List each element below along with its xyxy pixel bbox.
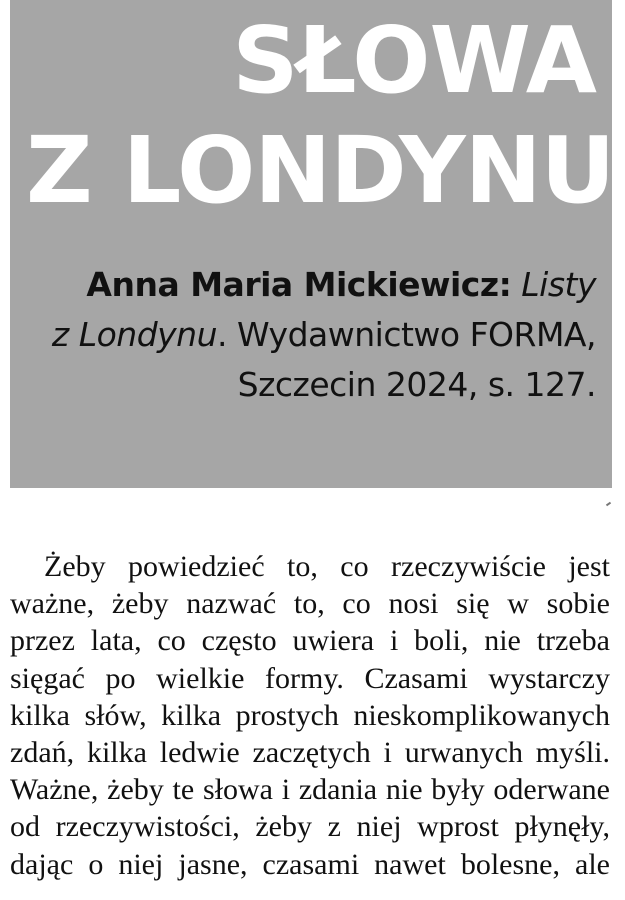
article-title-line-2: Z LONDYNU [26, 117, 615, 224]
citation-publisher: . Wydawnictwo FORMA, [217, 315, 596, 354]
book-citation [26, 260, 596, 410]
body-line: ważne, żeby nazwać to, co nosi się w sobie [10, 587, 610, 621]
body-line: od rzeczywistości, żeby z niej wprost płynęły, [10, 810, 610, 844]
citation-author: Anna Maria Mickiewicz: [86, 265, 512, 304]
citation-line-1 [26, 260, 596, 310]
body-line: Ważne, żeby te słowa i zdania nie były oderwane [10, 773, 610, 807]
body-line: dając o niej jasne, czasami nawet bolesne, ale [10, 847, 610, 881]
body-line: Żeby powiedzieć to, co rzeczywiście jest [44, 550, 610, 583]
citation-book-title-part-1: Listy [521, 265, 596, 304]
citation-line-3: Szczecin 2024, s. 127. [237, 365, 596, 404]
article-body [10, 548, 610, 883]
body-line: przez lata, co często uwiera i boli, nie trzeba [10, 624, 610, 658]
article-title-line-1: SŁOWA [232, 7, 596, 114]
citation-line-2 [26, 310, 596, 360]
body-line: zdań, kilka ledwie zaczętych i urwanych myśli. [10, 736, 610, 770]
citation-book-title-part-2: z Londynu [51, 315, 218, 354]
body-line: sięgać po wielkie formy. Czasami wystarczy [10, 661, 610, 695]
body-line: kilka słów, kilka prostych nieskomplikowanych [10, 698, 610, 732]
scan-speck [606, 502, 611, 507]
header-box [10, 0, 615, 488]
